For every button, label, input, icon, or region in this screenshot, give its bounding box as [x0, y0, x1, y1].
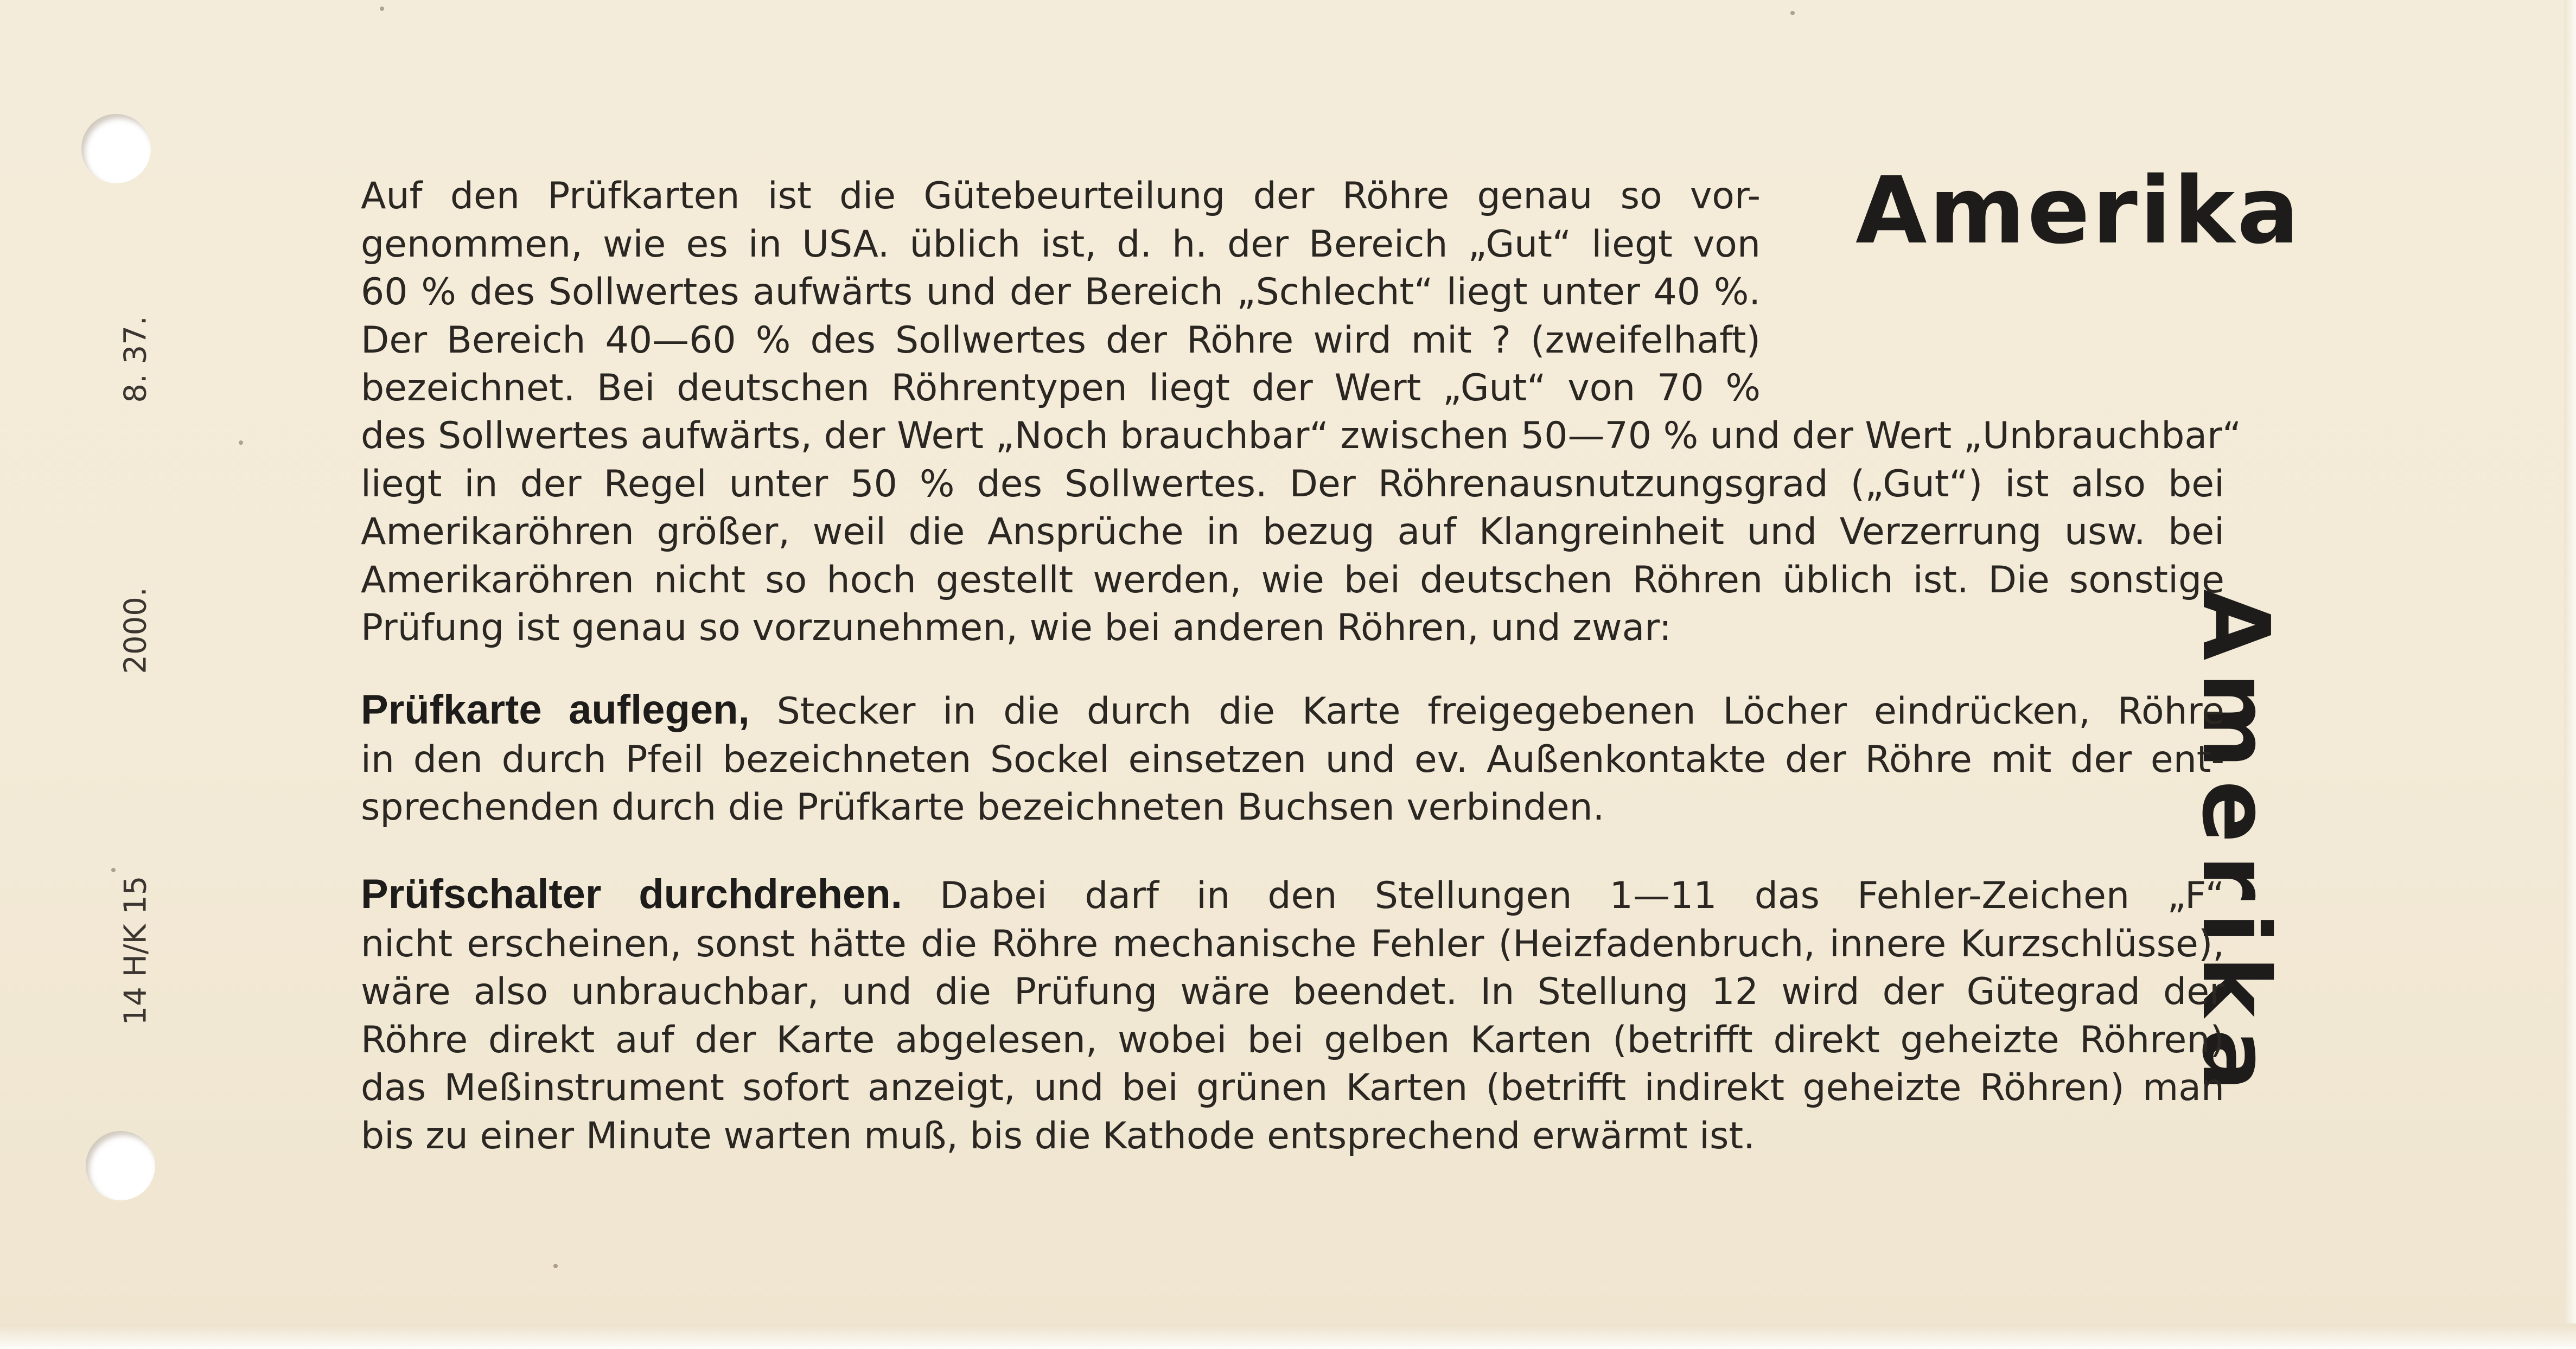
card-title-vertical: Amerika — [2182, 589, 2289, 1103]
card-right-edge — [2564, 0, 2576, 1349]
margin-code-quantity: 2000. — [118, 587, 154, 674]
text-line: Auf den Prüfkarten ist die Gütebeurteilung der Röhre genau so vor- — [361, 175, 1761, 218]
text-line: Amerikaröhren größer, weil die Ansprüche in bezug auf Klangreinheit und Verzerrung usw. bei — [361, 510, 2224, 553]
text-line: 60 % des Sollwertes aufwärts und der Bereich „Schlecht“ liegt unter 40 %. — [361, 271, 1761, 314]
punch-hole-bottom — [86, 1131, 155, 1200]
step-text: Stecker in die durch die Karte freigegebenen Löcher eindrücken, Röhre — [776, 690, 2225, 733]
text-line: in den durch Pfeil bezeichneten Sockel einsetzen und ev. Außenkontakte der Röhre mit der ent- — [361, 738, 2224, 781]
text-line: liegt in der Regel unter 50 % des Sollwertes. Der Röhrenausnutzungsgrad („Gut“) ist also bei — [361, 462, 2224, 506]
text-line: genommen, wie es in USA. üblich ist, d. h. der Bereich „Gut“ liegt von — [361, 222, 1761, 266]
text-line: sprechenden durch die Prüfkarte bezeichneten Buchsen verbinden. — [361, 786, 1605, 829]
paper-speck — [553, 1264, 558, 1268]
text-line: Prüfung ist genau so vorzunehmen, wie bei anderen Röhren, und zwar: — [361, 606, 1672, 649]
text-line: Amerikaröhren nicht so hoch gestellt werden, wie bei deutschen Röhren üblich ist. Die sonstige — [361, 558, 2224, 602]
intro-paragraph-bottom — [361, 412, 2242, 653]
text-line: Röhre direkt auf der Karte abgelesen, wobei bei gelben Karten (betrifft direkt geheizte Röhren) — [361, 1018, 2224, 1062]
step-turn-switch — [361, 871, 2224, 1160]
text-line: bis zu einer Minute warten muß, bis die Kathode entsprechend erwärmt ist. — [361, 1114, 1755, 1158]
paper-speck — [111, 868, 116, 872]
step-heading: Prüfschalter durchdrehen. — [361, 871, 902, 917]
step-insert-card — [361, 686, 2224, 832]
text-line: das Meßinstrument sofort anzeigt, und bei grünen Karten (betrifft indirekt geheizte Röhren) man — [361, 1066, 2224, 1109]
text-line — [361, 871, 2224, 920]
text-line — [361, 686, 2224, 736]
paper-speck — [1790, 11, 1795, 15]
paper-speck — [380, 7, 384, 11]
text-line: des Sollwertes aufwärts, der Wert „Noch brauchbar“ zwischen 50—70 % und der Wert „Unbrauchbar“ — [361, 414, 2242, 457]
margin-code-date: 8. 37. — [118, 316, 154, 403]
text-line: nicht erscheinen, sonst hätte die Röhre mechanische Fehler (Heizfadenbruch, innere Kurzschlüsse), — [361, 922, 2224, 966]
text-line: wäre also unbrauchbar, und die Prüfung wäre beendet. In Stellung 12 wird der Gütegrad der — [361, 970, 2224, 1013]
step-heading: Prüfkarte auflegen, — [361, 687, 750, 733]
card-bottom-edge — [0, 1324, 2576, 1349]
paper-speck — [239, 440, 243, 445]
text-line: Der Bereich 40—60 % des Sollwertes der Röhre wird mit ? (zweifelhaft) — [361, 318, 1761, 362]
intro-paragraph-top — [361, 172, 1761, 413]
margin-code-reference: 14 H/K 15 — [118, 875, 154, 1026]
card-title: Amerika — [1856, 157, 2301, 265]
step-text: Dabei darf in den Stellungen 1—11 das Fehler-Zeichen „F“ — [940, 874, 2224, 917]
punch-hole-top — [81, 114, 151, 183]
text-line: bezeichnet. Bei deutschen Röhrentypen liegt der Wert „Gut“ von 70 % — [361, 367, 1761, 410]
